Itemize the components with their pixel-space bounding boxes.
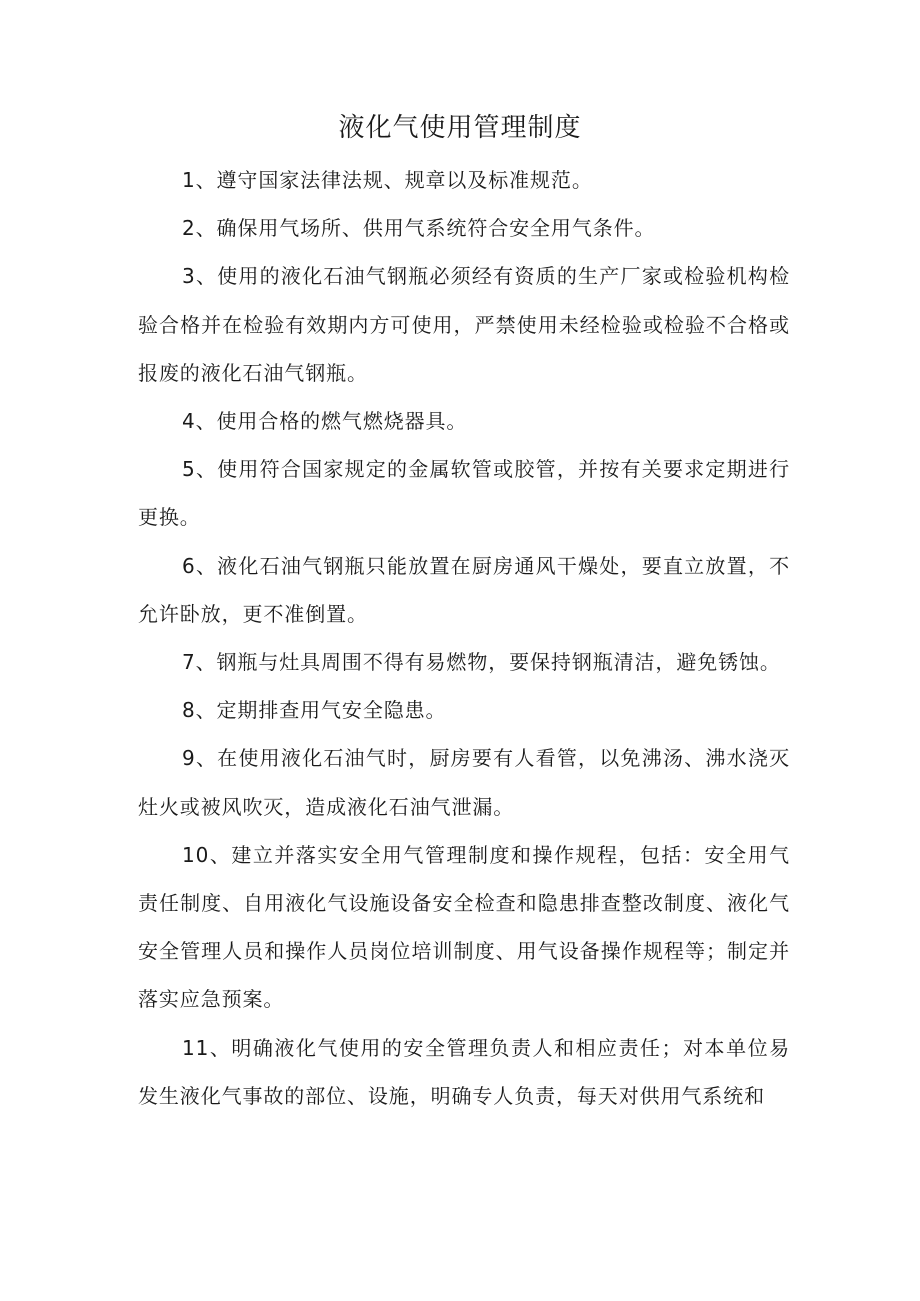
paragraph-1: 1、遵守国家法律法规、规章以及标准规范。 — [182, 168, 593, 192]
paragraph-8: 8、定期排查用气安全隐患。 — [182, 698, 447, 723]
paragraph-7: 7、钢瓶与灶具周围不得有易燃物，要保持钢瓶清洁，避免锈蚀。 — [182, 650, 781, 675]
paragraph-3: 3、使用的液化石油气钢瓶必须经有资质的生产厂家或检验机构检验合格并在检验有效期内方可使用，严禁使用未经检验或检验不合格或报废的液化石油气钢瓶。 — [138, 264, 790, 385]
paragraph-4: 4、使用合格的燃气燃烧器具。 — [182, 409, 468, 434]
paragraph-5: 5、使用符合国家规定的金属软管或胶管，并按有关要求定期进行更换。 — [138, 457, 790, 530]
paragraph-10: 10、建立并落实安全用气管理制度和操作规程，包括：安全用气责任制度、自用液化气设施设备安全检查和隐患排查整改制度、液化气安全管理人员和操作人员岗位培训制度、用气设备操作规程等；制定并落实应急预案。 — [138, 842, 790, 1012]
paragraph-2: 2、确保用气场所、供用气系统符合安全用气条件。 — [182, 216, 656, 241]
document-body — [138, 156, 790, 1120]
paragraph-11: 11、明确液化气使用的安全管理负责人和相应责任；对本单位易发生液化气事故的部位、设施，明确专人负责，每天对供用气系统和 — [138, 1035, 790, 1108]
page-title: 液化气使用管理制度 — [338, 113, 582, 143]
paragraph-9: 9、在使用液化石油气时，厨房要有人看管，以免沸汤、沸水浇灭灶火或被风吹灭，造成液化石油气泄漏。 — [138, 746, 790, 819]
paragraph-6: 6、液化石油气钢瓶只能放置在厨房通风干燥处，要直立放置，不允许卧放，更不准倒置。 — [138, 553, 790, 626]
